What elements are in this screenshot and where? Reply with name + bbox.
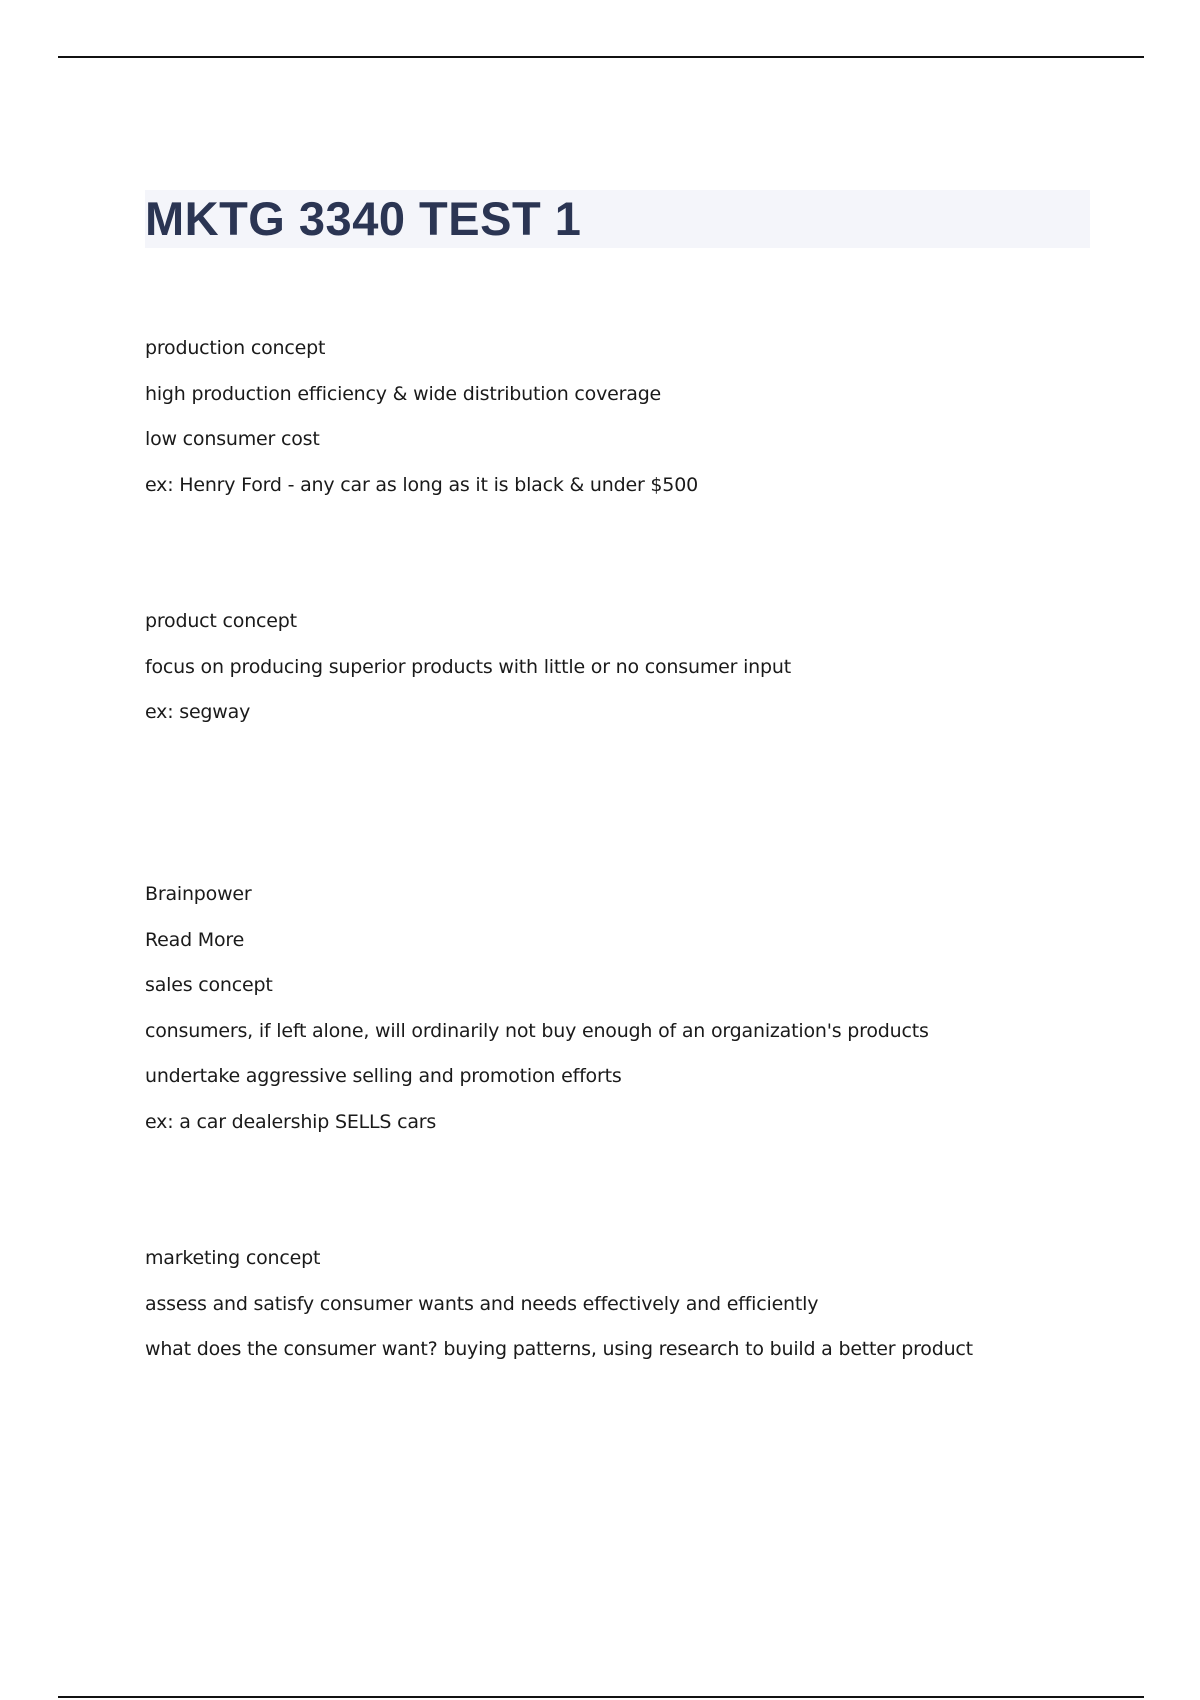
definition-line: undertake aggressive selling and promotion efforts	[145, 1065, 622, 1087]
example-line: ex: a car dealership SELLS cars	[145, 1111, 437, 1133]
term-marketing-concept: marketing concept	[145, 1247, 321, 1269]
definition-line: high production efficiency & wide distribution coverage	[145, 383, 662, 405]
term-production-concept: production concept	[145, 337, 326, 359]
brainpower-label: Brainpower	[145, 883, 252, 905]
bottom-divider	[58, 1696, 1144, 1698]
example-line: ex: segway	[145, 701, 251, 723]
term-sales-concept: sales concept	[145, 974, 273, 996]
term-product-concept: product concept	[145, 610, 297, 632]
read-more-link[interactable]: Read More	[145, 929, 245, 951]
document-title: MKTG 3340 TEST 1	[145, 192, 582, 245]
definition-line: focus on producing superior products with little or no consumer input	[145, 656, 791, 678]
example-line: ex: Henry Ford - any car as long as it is black & under $500	[145, 474, 698, 496]
top-divider	[58, 56, 1144, 58]
definition-line: low consumer cost	[145, 428, 320, 450]
definition-line: assess and satisfy consumer wants and needs effectively and efficiently	[145, 1293, 819, 1315]
definition-line: consumers, if left alone, will ordinarily not buy enough of an organization's products	[145, 1020, 929, 1042]
definition-line: what does the consumer want? buying patterns, using research to build a better product	[145, 1338, 973, 1360]
